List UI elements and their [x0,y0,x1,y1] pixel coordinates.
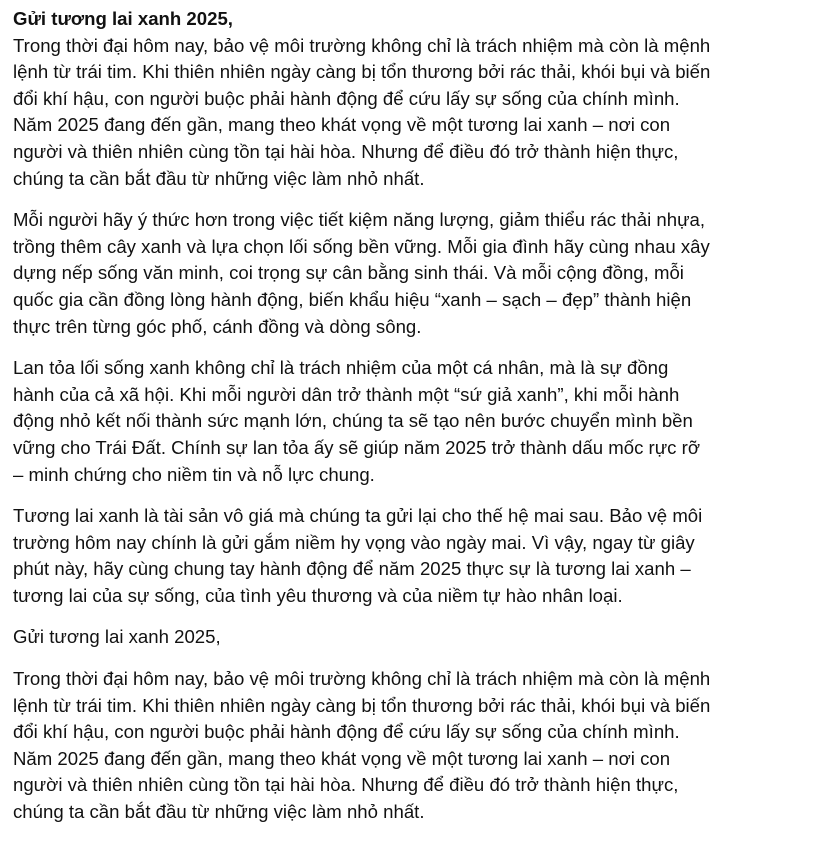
paragraph-line: Năm 2025 đang đến gần, mang theo khát vọng về một tương lai xanh – nơi con [13,114,671,136]
paragraph-line: Mỗi người hãy ý thức hơn trong việc tiết kiệm năng lượng, giảm thiểu rác thải nhựa, [13,209,706,231]
paragraph-list [13,33,813,826]
paragraph-line: lệnh từ trái tim. Khi thiên nhiên ngày càng bị tổn thương bởi rác thải, khói bụi và biến [13,61,711,83]
paragraph-line: thực trên từng góc phố, cánh đồng và dòng sông. [13,315,422,337]
paragraph-line: Tương lai xanh là tài sản vô giá mà chúng ta gửi lại cho thế hệ mai sau. Bảo vệ môi [13,505,703,527]
paragraph-line: Trong thời đại hôm nay, bảo vệ môi trường không chỉ là trách nhiệm mà còn là mệnh [13,34,711,56]
paragraph [13,33,813,193]
letter-title: Gửi tương lai xanh 2025, [13,8,233,29]
paragraph-line: Gửi tương lai xanh 2025, [13,626,221,648]
paragraph [13,624,813,651]
paragraph [13,503,813,609]
paragraph-line: lệnh từ trái tim. Khi thiên nhiên ngày càng bị tổn thương bởi rác thải, khói bụi và biến [13,694,711,716]
paragraph-line: Năm 2025 đang đến gần, mang theo khát vọng về một tương lai xanh – nơi con [13,747,671,769]
paragraph [13,355,813,488]
paragraph-line: trồng thêm cây xanh và lựa chọn lối sống bền vững. Mỗi gia đình hãy cùng nhau xây [13,235,710,257]
paragraph-line: đổi khí hậu, con người buộc phải hành động để cứu lấy sự sống của chính mình. [13,721,680,743]
paragraph-line: tương lai của sự sống, của tình yêu thương và của niềm tự hào nhân loại. [13,584,623,606]
paragraph [13,207,813,340]
paragraph-line: hành của cả xã hội. Khi mỗi người dân trở thành một “sứ giả xanh”, khi mỗi hành [13,383,680,405]
document-body [13,6,813,841]
paragraph-line: phút này, hãy cùng chung tay hành động để năm 2025 thực sự là tương lai xanh – [13,558,691,580]
paragraph-line: Lan tỏa lối sống xanh không chỉ là trách nhiệm của một cá nhân, mà là sự đồng [13,357,669,379]
paragraph-line: – minh chứng cho niềm tin và nỗ lực chung. [13,463,375,485]
paragraph-line: chúng ta cần bắt đầu từ những việc làm nhỏ nhất. [13,801,425,823]
paragraph-line: động nhỏ kết nối thành sức mạnh lớn, chúng ta sẽ tạo nên bước chuyển mình bền [13,410,693,432]
paragraph-line: dựng nếp sống văn minh, coi trọng sự cân bằng sinh thái. Và mỗi cộng đồng, mỗi [13,262,684,284]
paragraph-line: chúng ta cần bắt đầu từ những việc làm nhỏ nhất. [13,167,425,189]
paragraph-line: vững cho Trái Đất. Chính sự lan tỏa ấy sẽ giúp năm 2025 trở thành dấu mốc rực rỡ [13,436,701,458]
paragraph [13,666,813,826]
paragraph-line: quốc gia cần đồng lòng hành động, biến khẩu hiệu “xanh – sạch – đẹp” thành hiện [13,288,692,310]
paragraph-line: trường hôm nay chính là gửi gắm niềm hy vọng vào ngày mai. Vì vậy, ngay từ giây [13,531,695,553]
paragraph-line: người và thiên nhiên cùng tồn tại hài hòa. Nhưng để điều đó trở thành hiện thực, [13,774,679,796]
paragraph-line: đổi khí hậu, con người buộc phải hành động để cứu lấy sự sống của chính mình. [13,87,680,109]
paragraph-line: Trong thời đại hôm nay, bảo vệ môi trường không chỉ là trách nhiệm mà còn là mệnh [13,668,711,690]
paragraph-line: người và thiên nhiên cùng tồn tại hài hòa. Nhưng để điều đó trở thành hiện thực, [13,140,679,162]
